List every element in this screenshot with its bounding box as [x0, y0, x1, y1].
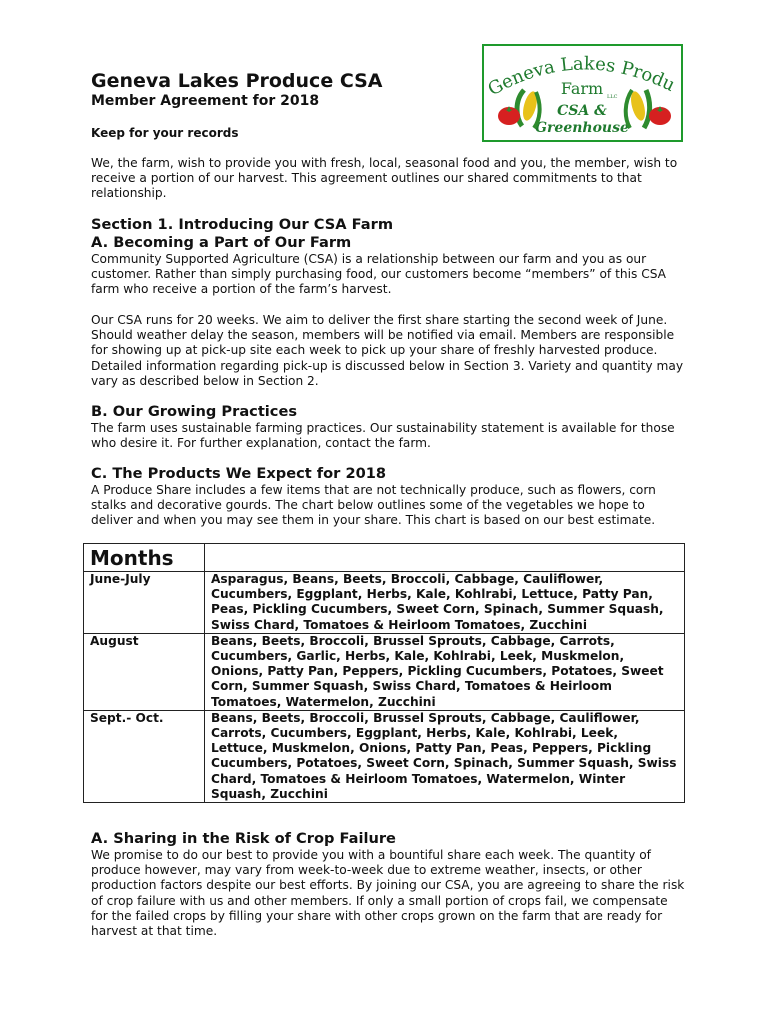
section1b-heading: B. Our Growing Practices: [91, 403, 298, 420]
corn-icon: [517, 90, 540, 128]
logo-arc-text: Geneva Lakes Produ: [484, 53, 679, 101]
risk-paragraph: We promise to do our best to provide you with a bountiful share each week. The quantity of produce however, may vary from week-to-week due to extreme weather, insects, or other production factors despite our best efforts. By joining our CSA, you are agreeing to share the risk of crop failure with us and other members. If only a small portion of crops fail, we compensate for the failed crops by filling your share with other crops grown on the farm that are ready for harvest at that time.: [91, 848, 685, 939]
tomato-icon-right: [649, 106, 671, 125]
section1a-para2-block: [91, 313, 686, 389]
month-cell: August: [84, 633, 205, 710]
month-cell: Sept.- Oct.: [84, 710, 205, 802]
corn-icon-right: [626, 90, 650, 128]
document-subtitle: Member Agreement for 2018: [91, 93, 320, 109]
logo-farm-text: Farm: [560, 79, 604, 98]
section1c-block: [91, 465, 686, 529]
produce-schedule-table: [83, 543, 685, 803]
logo-csa-text: CSA &: [557, 103, 607, 119]
table-header-cell: Months: [84, 544, 205, 572]
farm-logo-graphic: [484, 46, 681, 140]
section1a-paragraph2: Our CSA runs for 20 weeks. We aim to deliver the first share starting the second week of June. Should weather delay the season, members will be notified via email. Members are responsible for showing up at pick-up site each week to pick up your share of freshly harvested produce. Detailed information regarding pick-up is discussed below in Section 3. Variety and quantity may vary as described below in Section 2.: [91, 313, 684, 388]
section1b-paragraph: The farm uses sustainable farming practices. Our sustainability statement is available for those who desire it. For further explanation, contact the farm.: [91, 421, 675, 451]
risk-section-block: [91, 830, 686, 939]
section1c-heading: C. The Products We Expect for 2018: [91, 465, 387, 482]
farm-logo: [482, 44, 683, 142]
risk-heading: A. Sharing in the Risk of Crop Failure: [91, 830, 396, 847]
produce-cell: Beans, Beets, Broccoli, Brussel Sprouts, Cabbage, Carrots, Cucumbers, Garlic, Herbs, Kale, Kohlrabi, Leek, Muskmelon, Onions, Patty Pan, Peppers, Pickling Cucumbers, Potatoes, Sweet Corn, Summer Squash, Swiss Chard, Tomatoes & Heirloom Tomatoes, Watermelon, Zucchini: [205, 633, 685, 710]
table-row: [84, 572, 685, 634]
month-cell: June-July: [84, 572, 205, 634]
section1c-paragraph: A Produce Share includes a few items that are not technically produce, such as flowers, corn stalks and decorative gourds. The chart below outlines some of the vegetables we hope to deliver and when you may see them in your share. This chart is based on our best estimate.: [91, 483, 656, 528]
logo-greenhouse-text: Greenhouse: [535, 120, 629, 136]
intro-block: [91, 156, 686, 202]
table-header-empty-cell: [205, 544, 685, 572]
produce-cell: Asparagus, Beans, Beets, Broccoli, Cabbage, Cauliflower, Cucumbers, Eggplant, Herbs, Kale, Kohlrabi, Lettuce, Patty Pan, Peas, Pickling Cucumbers, Sweet Corn, Spinach, Summer Squash, Swiss Chard, Tomatoes & Heirloom Tomatoes, Zucchini: [205, 572, 685, 634]
section1-block: [91, 216, 686, 298]
intro-paragraph: We, the farm, wish to provide you with fresh, local, seasonal food and you, the member, wish to receive a portion of our harvest. This agreement outlines our shared commitments to that relationship.: [91, 156, 678, 201]
logo-llc-text: LLC: [607, 94, 618, 100]
table-header-row: [84, 544, 685, 572]
keep-note: Keep for your records: [91, 126, 239, 140]
section1a-heading: A. Becoming a Part of Our Farm: [91, 234, 352, 251]
produce-cell: Beans, Beets, Broccoli, Brussel Sprouts, Cabbage, Cauliflower, Carrots, Cucumbers, Eggplant, Herbs, Kale, Kohlrabi, Leek, Lettuce, Muskmelon, Onions, Patty Pan, Peas, Peppers, Pickling Cucumbers, Potatoes, Sweet Corn, Spinach, Summer Squash, Swiss Chard, Tomatoes & Heirloom Tomatoes, Watermelon, Winter Squash, Zucchini: [205, 710, 685, 802]
document-title: Geneva Lakes Produce CSA: [91, 70, 383, 92]
section1b-block: [91, 403, 686, 451]
section1-heading: Section 1. Introducing Our CSA Farm: [91, 216, 394, 233]
table-row: [84, 633, 685, 710]
section1a-paragraph1: Community Supported Agriculture (CSA) is a relationship between our farm and you as our customer. Rather than simply purchasing food, our customers become “members” of this CSA farm who receive a portion of the farm’s harvest.: [91, 252, 667, 297]
table-row: [84, 710, 685, 802]
